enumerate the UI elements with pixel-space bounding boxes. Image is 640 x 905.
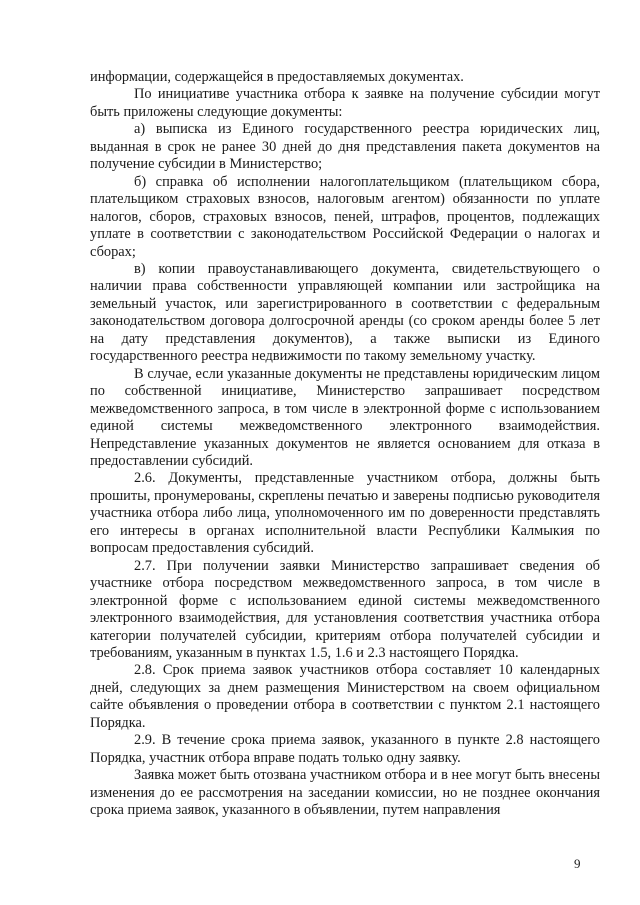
paragraph-interagency-request: В случае, если указанные документы не представлены юридическим лицом по собственной инициативе, Министерство запрашивает посредством межведомственного запроса, в том числе в электронной форме с использованием единой системы межведомственного электронного взаимодействия. Непредставление указанных документов не является основанием для отказа в предоставлении субсидий. (90, 365, 600, 469)
paragraph-2-9: 2.9. В течение срока приема заявок, указанного в пункте 2.8 настоящего Порядка, участник отбора вправе подать только одну заявку. (90, 732, 600, 766)
document-body (90, 69, 600, 819)
paragraph-application-withdrawal: Заявка может быть отозвана участником отбора и в нее могут быть внесены изменения до ее рассмотрения на заседании комиссии, но не позднее окончания срока приема заявок, указанного в объявлении, путем направления (90, 767, 600, 819)
paragraph-2-8: 2.8. Срок приема заявок участников отбора составляет 10 календарных дней, следующих за днем размещения Министерством на своем официальном сайте объявления о проведении отбора в соответствии с пунктом 2.1 настоящего Порядка. (90, 662, 600, 731)
paragraph-2-6: 2.6. Документы, представленные участником отбора, должны быть прошиты, пронумерованы, скреплены печатью и заверены подписью руководителя участника отбора либо лица, уполномоченного им по доверенности представлять его интересы в органах исполнительной власти Республики Калмыкия по вопросам предоставления субсидий. (90, 470, 600, 557)
paragraph-item-v: в) копии правоустанавливающего документа, свидетельствующего о наличии права собственности управляющей компании или застройщика на земельный участок, или зарегистрированного в соответствии с федеральным законодательством договора долгосрочной аренды (со сроком аренды более 5 лет на дату представления документов), а также выписки из Единого государственного реестра недвижимости по такому земельному участку. (90, 260, 600, 365)
paragraph-optional-documents: По инициативе участника отбора к заявке на получение субсидии могут быть приложены следующие документы: (90, 86, 600, 120)
paragraph-continuation: информации, содержащейся в предоставляемых документах. (90, 69, 464, 85)
paragraph-2-7: 2.7. При получении заявки Министерство запрашивает сведения об участнике отбора посредством межведомственного запроса, в том числе в электронной форме с использованием единой системы межведомственного электронного взаимодействия, для установления соответствия участника отбора категории получателей субсидии, критериям отбора получателей субсидии и требованиям, указанным в пунктах 1.5, 1.6 и 2.3 настоящего Порядка. (90, 557, 600, 661)
paragraph-item-a: а) выписка из Единого государственного реестра юридических лиц, выданная в срок не ранее 30 дней до дня представления пакета документов на получение субсидии в Министерство; (90, 121, 600, 173)
paragraph-item-b: б) справка об исполнении налогоплательщиком (плательщиком сбора, плательщиком страховых взносов, налоговым агентом) обязанности по уплате налогов, сборов, страховых взносов, пеней, штрафов, процентов, подлежащих уплате в соответствии с законодательством Российской Федерации о налогах и сборах; (90, 173, 600, 260)
page-number: 9 (574, 856, 581, 871)
